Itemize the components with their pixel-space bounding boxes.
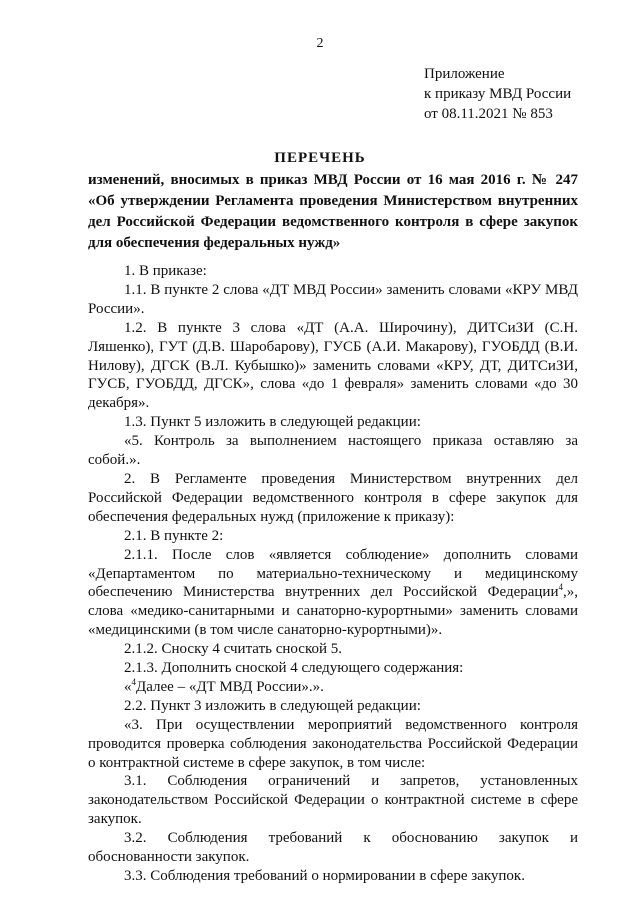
paragraph: «5. Контроль за выполнением настоящего приказа оставляю за собой.». <box>88 433 578 469</box>
footnote-mark: 4 <box>131 676 136 687</box>
subtitle-line: «Об утверждении Регламента проведения Министерством внутренних <box>88 193 578 209</box>
appendix-line-1: Приложение <box>424 66 505 82</box>
paragraph <box>88 546 578 641</box>
footnote-mark: 4 <box>558 582 563 593</box>
paragraph: «3. При осуществлении мероприятий ведомственного контроля проводится проверка соблюдения законодательства Российской Федерации о контрактной системе в сфере закупок, в том числе: <box>88 716 578 771</box>
subtitle-line: для обеспечения федеральных нужд» <box>88 235 341 251</box>
subtitle-line: изменений, вносимых в приказ МВД России от 16 мая 2016 г. № 247 <box>88 172 578 188</box>
paragraph-text: ,», слова «медико-санитарными и санаторно-курортными» заменить словами «медицинскими (в том числе санаторно-курортными)». <box>88 584 578 639</box>
document-title: ПЕРЕЧЕНЬ <box>274 150 366 166</box>
paragraph <box>88 678 578 697</box>
paragraph: 2.1.3. Дополнить сноской 4 следующего содержания: <box>124 660 464 677</box>
document-subtitle <box>88 170 578 254</box>
page-number: 2 <box>316 36 324 51</box>
paragraph: 3.2. Соблюдения требований к обоснованию закупок и обоснованности закупок. <box>88 830 578 866</box>
paragraph: 2.1.2. Сноску 4 считать сноской 5. <box>124 641 342 658</box>
paragraph-text: 2.1.1. После слов «является соблюдение» дополнить словами «Департаментом по материально-техническому и медицинскому обеспечению Министерства внутренних дел Российской Федерации <box>88 546 578 601</box>
paragraph: 1. В приказе: <box>124 263 207 279</box>
appendix-line-2: к приказу МВД России <box>424 86 572 102</box>
document-body <box>88 262 578 886</box>
paragraph: 2.1. В пункте 2: <box>124 527 224 544</box>
paragraph: 1.3. Пункт 5 изложить в следующей редакции: <box>124 414 421 431</box>
appendix-block <box>424 64 571 124</box>
subtitle-line: дел Российской Федерации ведомственного контроля в сфере закупок <box>88 214 578 230</box>
paragraph: 1.1. В пункте 2 слова «ДТ МВД России» заменить словами «КРУ МВД России». <box>88 281 578 317</box>
paragraph: 2. В Регламенте проведения Министерством внутренних дел Российской Федерации ведомственного контроля в сфере закупок для обеспечения федеральных нужд (приложение к приказу): <box>88 470 578 525</box>
paragraph: 2.2. Пункт 3 изложить в следующей редакции: <box>124 697 421 714</box>
paragraph: 3.1. Соблюдения ограничений и запретов, установленных законодательством Российской Федерации о контрактной системе в сфере закупок. <box>88 773 578 828</box>
paragraph-text: « <box>124 678 132 695</box>
paragraph-text: Далее – «ДТ МВД России».». <box>136 678 324 695</box>
paragraph: 1.2. В пункте 3 слова «ДТ (А.А. Широчину), ДИТСиЗИ (С.Н. Ляшенко), ГУТ (Д.В. Шаробарову), ГУСБ (А.И. Макарову), ГУОБДД (В.И. Нилову), ДГСК (В.Л. Кубышко)» заменить словами «КРУ, ДТ, ДИТСиЗИ, ГУСБ, ГУОБДД, ДГСК», слова «до 1 февраля» заменить словами «до 30 декабря». <box>88 319 578 412</box>
appendix-line-3: от 08.11.2021 № 853 <box>424 106 553 122</box>
paragraph: 3.3. Соблюдения требований о нормировании в сфере закупок. <box>124 868 525 884</box>
